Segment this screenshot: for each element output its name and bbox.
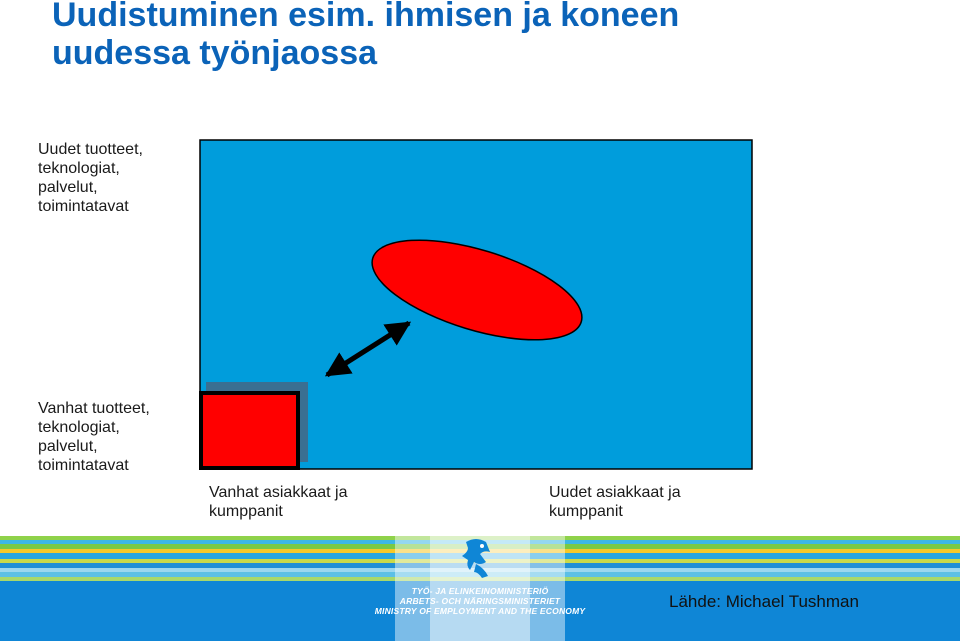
ministry-name [374,586,586,616]
old-products-label-line: toimintatavat [38,457,129,474]
new-customers-label [549,483,681,521]
new-products-label [38,140,143,216]
new-products-label-line: Uudet tuotteet, [38,141,143,158]
old-products-label-line: palvelut, [38,438,98,455]
slide-title-line-1: Uudistuminen esim. ihmisen ja koneen [52,0,680,34]
new-products-label-line: palvelut, [38,179,98,196]
old-customers-label-line: Vanhat asiakkaat ja [209,484,348,501]
old-customers-label-line: kumppanit [209,503,283,520]
new-products-label-line: toimintatavat [38,198,129,215]
slide-title-line-2: uudessa työnjaossa [52,34,378,72]
ministry-name-line: TYÖ- JA ELINKEINOMINISTERIÖ [411,586,549,596]
old-products-label [38,399,150,475]
innovation-diagram [199,139,755,473]
new-products-label-line: teknologiat, [38,160,120,177]
new-customers-label-line: Uudet asiakkaat ja [549,484,681,501]
old-products-label-line: Vanhat tuotteet, [38,400,150,417]
old-area-square [201,393,298,468]
ministry-name-line: ARBETS- OCH NÄRINGSMINISTERIET [399,596,561,606]
old-customers-label [209,483,347,521]
ministry-name-line: MINISTRY OF EMPLOYMENT AND THE ECONOMY [374,606,586,616]
new-customers-label-line: kumppanit [549,503,623,520]
source-credit: Lähde: Michael Tushman [669,592,859,611]
old-products-label-line: teknologiat, [38,419,120,436]
slide-title [52,0,932,72]
